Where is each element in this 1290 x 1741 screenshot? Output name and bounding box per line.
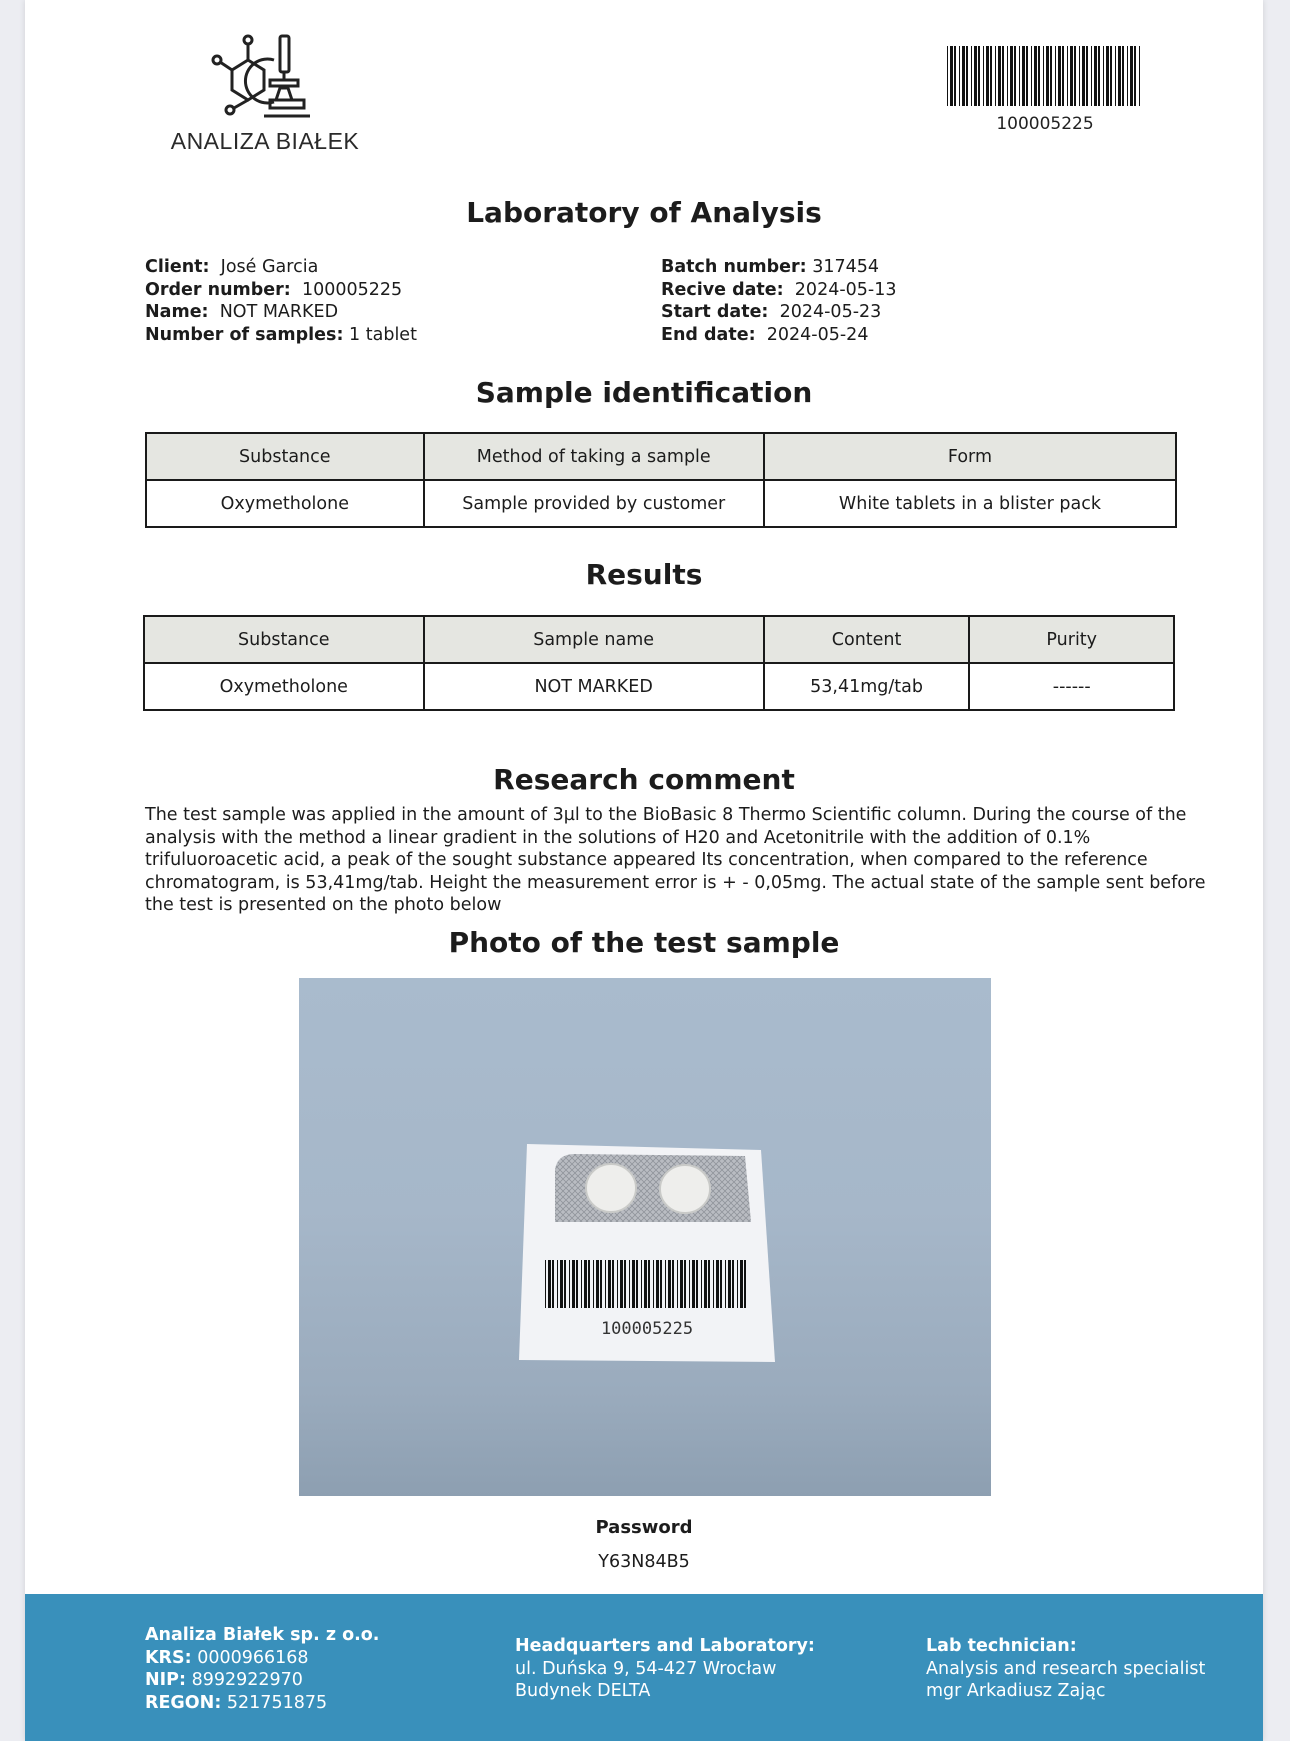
table-header-cell: Sample name (424, 616, 764, 663)
table-header-row (144, 616, 1174, 663)
tech-label: Lab technician: (926, 1636, 1077, 1656)
table-row (144, 663, 1174, 710)
research-comment-text: The test sample was applied in the amount of 3µl to the BioBasic 8 Thermo Scientific column. During the course of the analysis with the method a linear gradient in the solutions of H20 and Acetonitrile with the addition of 0.1% trifuluoroacetic acid, a peak of the sought substance appeared Its concentration, when compared to the reference chromatogram, is 53,41mg/tab. Height the measurement error is + - 0,05mg. The actual state of the sample sent before the test is presented on the photo below (145, 805, 1206, 915)
table-header-cell: Substance (144, 616, 424, 663)
end-date-row (661, 324, 897, 347)
table-cell: Sample provided by customer (424, 480, 764, 527)
company-name: Analiza Białek sp. z o.o. (145, 1625, 380, 1645)
page-title: Laboratory of Analysis (466, 196, 822, 229)
table-cell: 53,41mg/tab (764, 663, 970, 710)
report-page (25, 0, 1263, 1741)
receive-date-row (661, 279, 897, 302)
hq-address: ul. Duńska 9, 54-427 Wrocław (515, 1658, 777, 1679)
company-details (145, 1624, 379, 1714)
krs-label: KRS: (145, 1647, 192, 1668)
order-number-value: 100005225 (301, 279, 403, 300)
batch-label: Batch number: (661, 257, 807, 277)
samples-value: 1 tablet (349, 324, 417, 345)
order-info (145, 256, 417, 346)
table-header-cell: Form (764, 433, 1176, 480)
hq-label: Headquarters and Laboratory: (515, 1636, 815, 1656)
table-cell: NOT MARKED (424, 663, 764, 710)
start-date-label: Start date: (661, 302, 769, 322)
batch-row (661, 256, 897, 279)
table-row (146, 480, 1176, 527)
table-header-row (146, 433, 1176, 480)
receive-date-value: 2024-05-13 (794, 279, 897, 300)
molecule-microscope-icon (210, 30, 320, 122)
table-header-cell: Method of taking a sample (424, 433, 764, 480)
hq-building: Budynek DELTA (515, 1681, 651, 1701)
name-label: Name: (145, 302, 209, 322)
client-value: José Garcia (220, 257, 319, 277)
blister-pack-image (299, 978, 991, 1496)
research-comment-heading: Research comment (493, 763, 795, 796)
company-logo (145, 30, 385, 155)
samples-label: Number of samples: (145, 324, 344, 345)
table-header-cell: Substance (146, 433, 424, 480)
name-value: NOT MARKED (219, 302, 339, 322)
client-label: Client: (145, 257, 210, 277)
password-label: Password (595, 1517, 693, 1538)
barcode-graphic (945, 46, 1145, 108)
table-cell: Oxymetholone (144, 663, 424, 710)
start-date-value: 2024-05-23 (779, 302, 882, 322)
sample-identification-heading: Sample identification (475, 376, 813, 409)
sample-photo (299, 978, 991, 1496)
nip-label: NIP: (145, 1670, 186, 1690)
photo-barcode-number: 100005225 (600, 1319, 694, 1339)
order-number-label: Order number: (145, 279, 291, 300)
name-row (145, 301, 417, 324)
regon-label: REGON: (145, 1692, 222, 1713)
results-table (143, 615, 1175, 711)
table-cell: ------ (969, 663, 1174, 710)
table-header-cell: Content (764, 616, 970, 663)
barcode-number: 100005225 (996, 114, 1094, 134)
nip-value: 8992922970 (191, 1670, 303, 1690)
table-cell: White tablets in a blister pack (764, 480, 1176, 527)
receive-date-label: Recive date: (661, 279, 784, 300)
krs-value: 0000966168 (197, 1647, 309, 1668)
client-row (145, 256, 417, 279)
table-header-cell: Purity (969, 616, 1174, 663)
header-barcode (939, 46, 1151, 134)
order-number-row (145, 279, 417, 302)
footer (25, 1594, 1263, 1741)
end-date-value: 2024-05-24 (766, 324, 869, 345)
logo-text: ANALIZA BIAŁEK (170, 128, 360, 154)
end-date-label: End date: (661, 324, 756, 345)
batch-value: 317454 (812, 257, 880, 277)
tech-role: Analysis and research specialist (926, 1658, 1206, 1679)
start-date-row (661, 301, 897, 324)
technician-details (926, 1635, 1205, 1703)
photo-heading: Photo of the test sample (448, 926, 840, 959)
table-cell: Oxymetholone (146, 480, 424, 527)
sample-identification-table (145, 432, 1177, 528)
tech-name: mgr Arkadiusz Zając (926, 1681, 1106, 1701)
results-heading: Results (585, 558, 703, 591)
headquarters-details (515, 1635, 815, 1703)
password-value: Y63N84B5 (598, 1552, 690, 1572)
samples-row (145, 324, 417, 347)
batch-info (661, 256, 897, 346)
regon-value: 521751875 (226, 1692, 328, 1713)
